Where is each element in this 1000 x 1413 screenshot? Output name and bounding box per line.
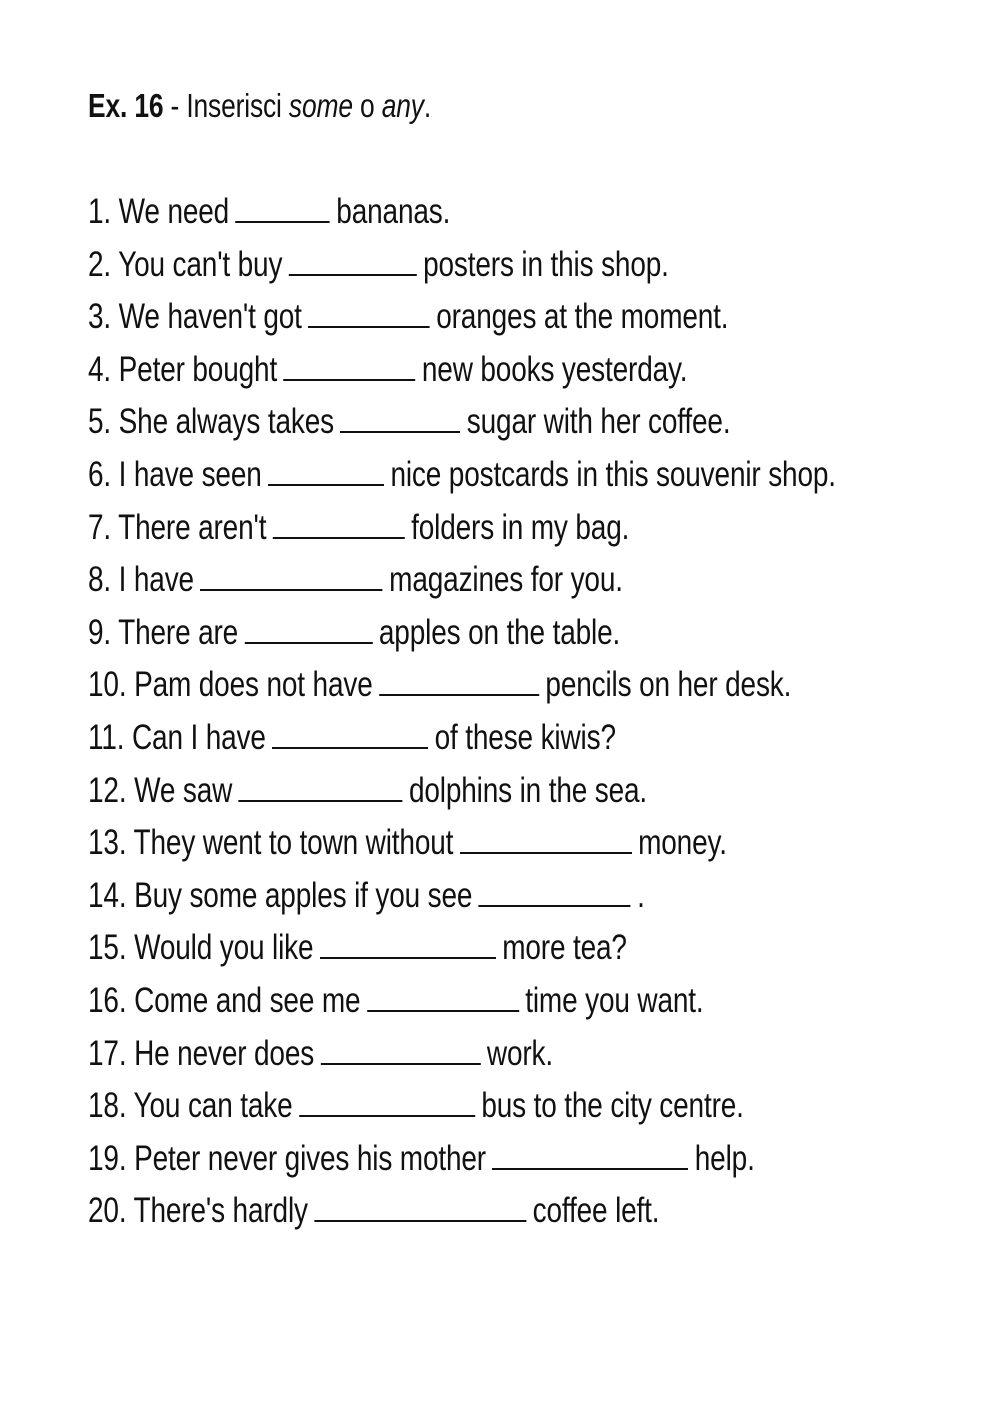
item-text-after: more tea? bbox=[502, 928, 627, 968]
exercise-item-11 bbox=[88, 714, 872, 767]
item-text-before: 14. Buy some apples if you see bbox=[88, 875, 473, 915]
answer-blank[interactable] bbox=[283, 349, 415, 381]
item-text-before: 13. They went to town without bbox=[88, 823, 454, 863]
item-text-after: help. bbox=[694, 1138, 755, 1178]
exercise-item-19 bbox=[88, 1135, 872, 1188]
item-text-before: 6. I have seen bbox=[88, 454, 262, 494]
exercise-item-13 bbox=[88, 819, 872, 872]
item-text-after: bananas. bbox=[336, 192, 451, 231]
exercise-item-1 bbox=[88, 188, 872, 241]
exercise-item-2 bbox=[88, 241, 872, 294]
answer-blank[interactable] bbox=[245, 612, 373, 644]
item-text-before: 3. We haven't got bbox=[88, 297, 302, 337]
exercise-item-4 bbox=[88, 346, 872, 399]
item-text-after: magazines for you. bbox=[389, 560, 623, 600]
answer-blank[interactable] bbox=[340, 401, 460, 433]
exercise-item-5 bbox=[88, 398, 872, 451]
exercise-item-10 bbox=[88, 661, 872, 714]
exercise-item-15 bbox=[88, 924, 872, 977]
exercise-item-9 bbox=[88, 609, 872, 662]
item-text-after: nice postcards in this souvenir shop. bbox=[390, 454, 836, 494]
answer-blank[interactable] bbox=[200, 559, 382, 591]
item-text-before: 15. Would you like bbox=[88, 928, 314, 968]
item-text-after: work. bbox=[486, 1033, 553, 1073]
title-period: . bbox=[423, 87, 431, 124]
exercise-list bbox=[88, 188, 1000, 1240]
answer-blank[interactable] bbox=[379, 664, 539, 696]
exercise-item-7 bbox=[88, 504, 872, 557]
exercise-item-18 bbox=[88, 1082, 872, 1135]
item-text-after: dolphins in the sea. bbox=[408, 770, 648, 810]
title-conjunction: o bbox=[352, 87, 382, 124]
item-text-before: 20. There's hardly bbox=[88, 1191, 308, 1231]
exercise-item-3 bbox=[88, 293, 872, 346]
item-text-before: 18. You can take bbox=[88, 1086, 293, 1126]
answer-blank[interactable] bbox=[314, 1190, 526, 1222]
exercise-item-17 bbox=[88, 1030, 872, 1083]
answer-blank[interactable] bbox=[273, 507, 405, 539]
item-text-before: 7. There aren't bbox=[88, 507, 267, 547]
answer-blank[interactable] bbox=[321, 1033, 481, 1065]
item-text-before: 2. You can't buy bbox=[88, 244, 283, 284]
answer-blank[interactable] bbox=[308, 296, 430, 328]
item-text-before: 19. Peter never gives his mother bbox=[88, 1138, 486, 1178]
answer-blank[interactable] bbox=[479, 875, 631, 907]
item-text-before: 8. I have bbox=[88, 560, 194, 600]
answer-blank[interactable] bbox=[367, 980, 519, 1012]
item-text-before: 12. We saw bbox=[88, 770, 233, 810]
item-text-before: 5. She always takes bbox=[88, 402, 334, 442]
exercise-item-16 bbox=[88, 977, 872, 1030]
item-text-before: 17. He never does bbox=[88, 1033, 315, 1073]
exercise-item-20 bbox=[88, 1187, 872, 1240]
item-text-before: 4. Peter bought bbox=[88, 349, 278, 389]
answer-blank[interactable] bbox=[289, 244, 417, 276]
exercise-item-14 bbox=[88, 872, 872, 925]
item-text-before: 16. Come and see me bbox=[88, 980, 361, 1020]
item-text-before: 11. Can I have bbox=[88, 717, 266, 757]
item-text-after: pencils on her desk. bbox=[545, 665, 792, 705]
item-text-after: oranges at the moment. bbox=[436, 297, 729, 337]
item-text-after: . bbox=[637, 875, 645, 915]
item-text-after: of these kiwis? bbox=[434, 717, 616, 757]
exercise-item-12 bbox=[88, 767, 872, 820]
exercise-item-8 bbox=[88, 556, 872, 609]
option-some: some bbox=[288, 87, 353, 124]
exercise-item-6 bbox=[88, 451, 872, 504]
answer-blank[interactable] bbox=[460, 822, 632, 854]
item-text-after: coffee left. bbox=[532, 1191, 660, 1231]
item-text-after: time you want. bbox=[525, 980, 704, 1020]
title-separator: - bbox=[163, 87, 187, 124]
item-text-after: sugar with her coffee. bbox=[466, 402, 731, 442]
item-text-before: 10. Pam does not have bbox=[88, 665, 373, 705]
answer-blank[interactable] bbox=[320, 927, 496, 959]
answer-blank[interactable] bbox=[492, 1138, 688, 1170]
option-any: any bbox=[381, 87, 424, 124]
exercise-number: Ex. 16 bbox=[88, 87, 164, 124]
item-text-after: money. bbox=[638, 823, 727, 863]
answer-blank[interactable] bbox=[272, 717, 428, 749]
exercise-title bbox=[88, 84, 431, 128]
item-text-after: new books yesterday. bbox=[421, 349, 688, 389]
instruction-prefix: Inserisci bbox=[186, 87, 289, 124]
item-text-after: posters in this shop. bbox=[423, 244, 669, 284]
item-text-before: 1. We need bbox=[88, 192, 230, 231]
answer-blank[interactable] bbox=[236, 191, 330, 223]
item-text-before: 9. There are bbox=[88, 612, 239, 652]
item-text-after: apples on the table. bbox=[378, 612, 621, 652]
item-text-after: bus to the city centre. bbox=[481, 1086, 744, 1126]
item-text-after: folders in my bag. bbox=[411, 507, 630, 547]
answer-blank[interactable] bbox=[268, 454, 384, 486]
answer-blank[interactable] bbox=[239, 770, 403, 802]
answer-blank[interactable] bbox=[299, 1085, 475, 1117]
